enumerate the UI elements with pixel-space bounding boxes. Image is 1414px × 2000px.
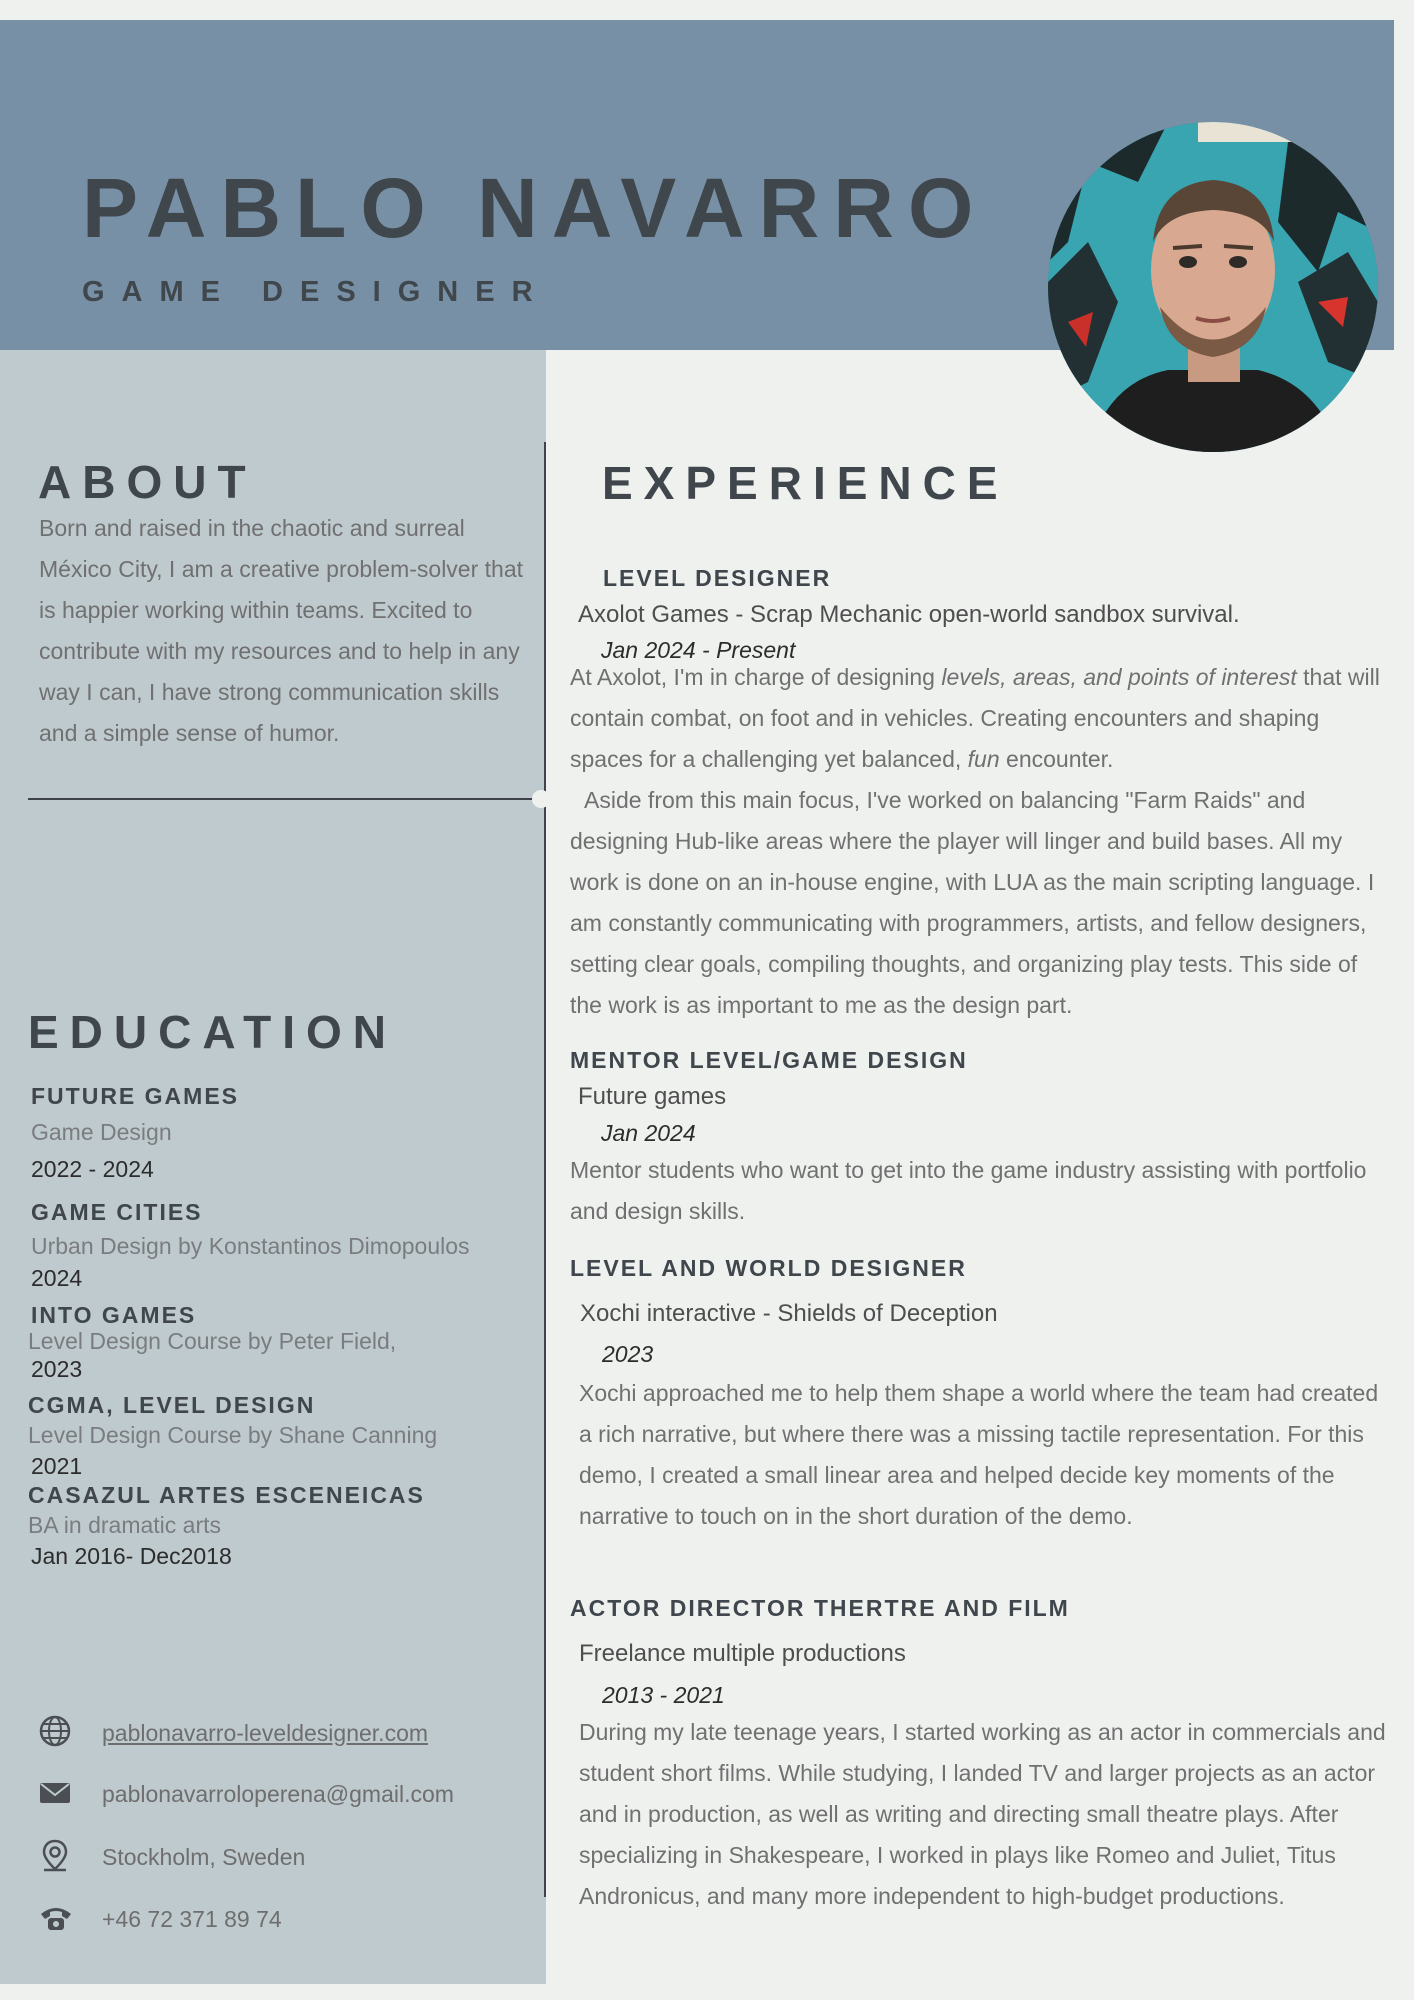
education-detail: Level Design Course by Peter Field,: [28, 1328, 397, 1354]
email-address[interactable]: pablonavarroloperena@gmail.com: [102, 1780, 454, 1807]
experience-role: LEVEL DESIGNER: [603, 565, 832, 591]
person-name: PABLO NAVARRO: [82, 161, 988, 255]
education-school: CGMA, LEVEL DESIGN: [28, 1392, 316, 1418]
text-run: that will contain combat, on foot and in vehicles. Creating encounters and shaping spaces for a challenging yet balanced,: [570, 664, 1380, 772]
horizontal-divider: [28, 798, 540, 800]
experience-date: 2023: [602, 1341, 654, 1367]
experience-heading: EXPERIENCE: [602, 457, 1009, 509]
contact-website: [38, 1714, 428, 1752]
experience-role: MENTOR LEVEL/GAME DESIGN: [570, 1047, 968, 1073]
experience-company: Future games: [578, 1083, 727, 1110]
experience-role: ACTOR DIRECTOR THERTRE AND FILM: [570, 1595, 1070, 1621]
education-school: FUTURE GAMES: [31, 1083, 239, 1109]
education-years: 2021: [31, 1453, 83, 1479]
contact-location: [38, 1838, 305, 1876]
contact-email: [38, 1775, 454, 1813]
education-school: GAME CITIES: [31, 1199, 203, 1225]
education-detail: Level Design Course by Shane Canning: [28, 1422, 438, 1448]
experience-company: Freelance multiple productions: [579, 1640, 906, 1667]
education-years: 2022 - 2024: [31, 1156, 154, 1182]
experience-description: During my late teenage years, I started working as an actor in commercials and student short films. While studying, I landed TV and larger projects as an actor and in production, as well as writing and directing small theatre plays. After specializing in Shakespeare, I worked in plays like Romeo and Juliet, Titus Andronicus, and many more independent to high-budget productions.: [579, 1719, 1386, 1909]
education-detail: BA in dramatic arts: [28, 1512, 222, 1538]
experience-paragraph: [570, 657, 1380, 780]
education-detail: Urban Design by Konstantinos Dimopoulos: [31, 1233, 470, 1259]
experience-paragraph: Aside from this main focus, I've worked on balancing "Farm Raids" and designing Hub-like areas where the player will linger and build bases. All my work is done on an in-house engine, with LUA as the main scripting language. I am constantly communicating with programmers, artists, and fellow designers, setting clear goals, compiling thoughts, and organizing play tests. This side of the work is as important to me as the design part.: [570, 787, 1375, 1018]
experience-description: Mentor students who want to get into the game industry assisting with portfolio and design skills.: [570, 1157, 1367, 1224]
about-text: Born and raised in the chaotic and surreal México City, I am a creative problem-solver that is happier working within teams. Excited to contribute with my resources and to help in any way I can, I have strong communication skills and a simple sense of humor.: [39, 515, 524, 746]
about-heading: ABOUT: [38, 456, 257, 508]
emphasis-text: fun: [967, 746, 1000, 772]
location-text: Stockholm, Sweden: [102, 1843, 306, 1870]
globe-icon: [38, 1714, 76, 1752]
education-school: INTO GAMES: [31, 1302, 197, 1328]
website-link[interactable]: pablonavarro-leveldesigner.com: [102, 1719, 429, 1746]
mail-icon: [38, 1775, 76, 1813]
experience-company: Xochi interactive - Shields of Deception: [580, 1300, 998, 1327]
location-pin-icon: [38, 1838, 76, 1876]
experience-description: Xochi approached me to help them shape a world where the team had created a rich narrative, but where there was a missing tactile representation. For this demo, I created a small linear area and helped decide key moments of the narrative to touch on in the short duration of the demo.: [579, 1380, 1379, 1529]
education-years: 2023: [31, 1356, 83, 1382]
job-title: GAME DESIGNER: [82, 276, 550, 308]
experience-date: Jan 2024: [601, 1120, 696, 1146]
text-run: At Axolot, I'm in charge of designing: [570, 664, 942, 690]
education-detail: Game Design: [31, 1119, 172, 1145]
text-run: encounter.: [999, 746, 1114, 772]
experience-date: Jan 2024 - Present: [601, 637, 796, 663]
experience-date: 2013 - 2021: [602, 1682, 725, 1708]
contact-phone: [38, 1900, 282, 1938]
divider-dot: [532, 790, 550, 808]
education-heading: EDUCATION: [28, 1006, 398, 1058]
education-years: 2024: [31, 1265, 83, 1291]
experience-description: [570, 657, 1380, 1026]
emphasis-text: levels, areas, and points of interest: [941, 664, 1297, 690]
profile-photo: [1048, 122, 1378, 452]
education-school: CASAZUL ARTES ESCENEICAS: [28, 1482, 425, 1508]
experience-company: Axolot Games - Scrap Mechanic open-world sandbox survival.: [578, 601, 1240, 628]
phone-number[interactable]: +46 72 371 89 74: [102, 1905, 282, 1932]
vertical-divider: [544, 442, 546, 1897]
experience-role: LEVEL AND WORLD DESIGNER: [570, 1255, 967, 1281]
education-years: Jan 2016- Dec2018: [31, 1543, 232, 1569]
phone-icon: [38, 1900, 76, 1938]
